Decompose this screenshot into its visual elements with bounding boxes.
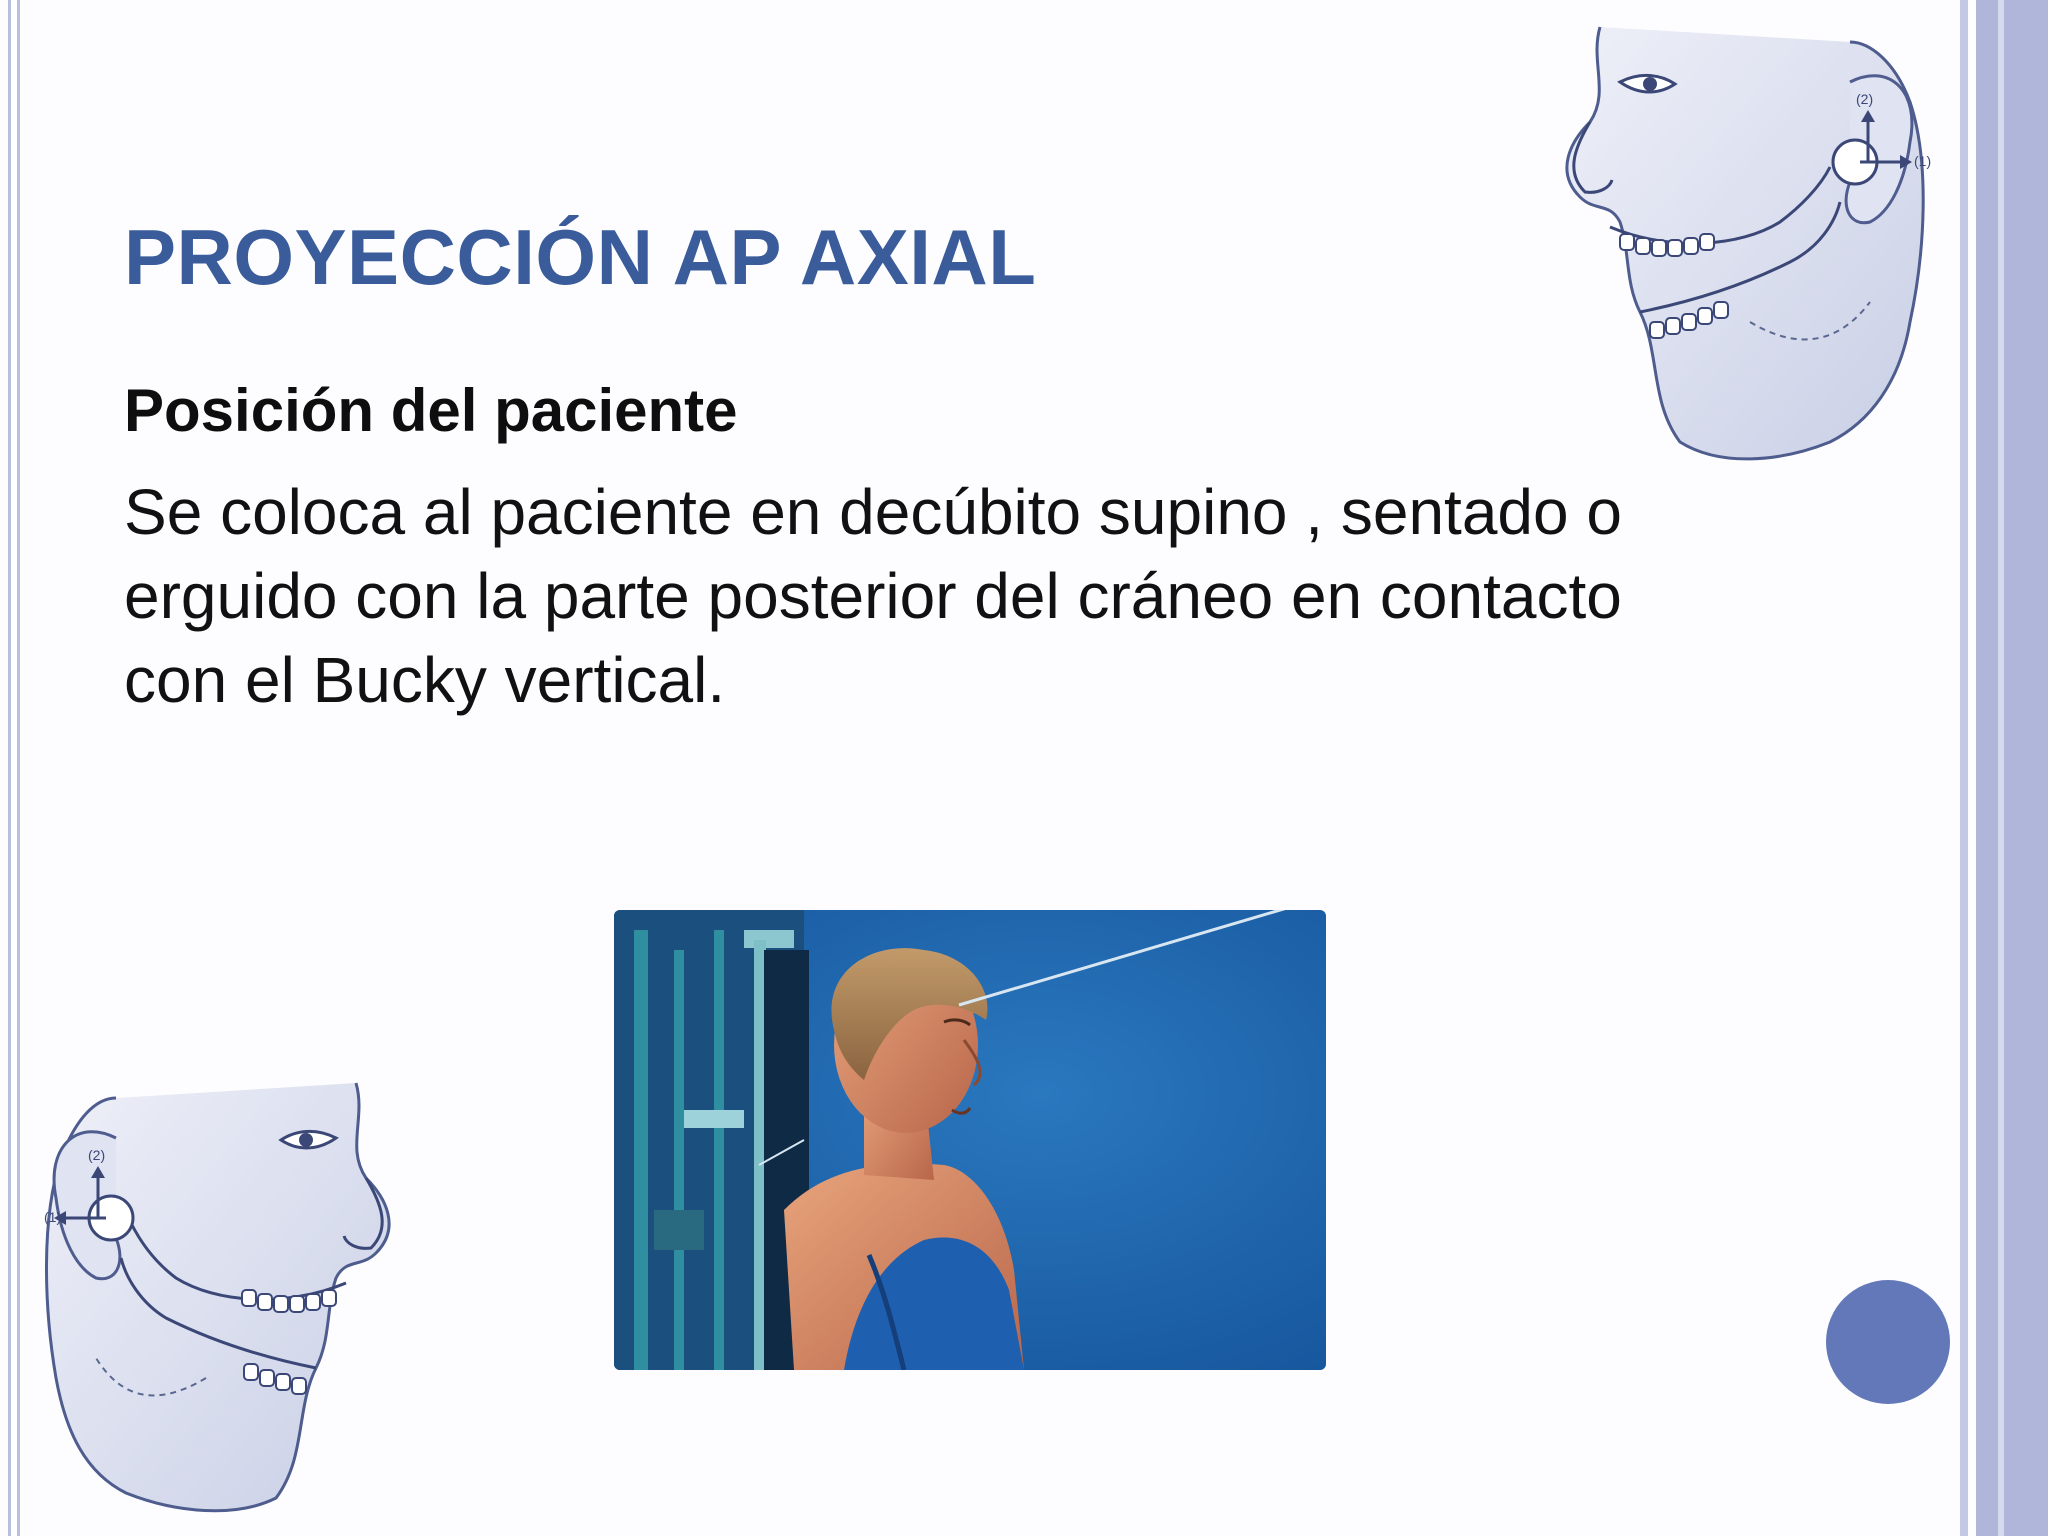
slide-title: PROYECCIÓN AP AXIAL [124,213,1037,301]
decorative-circle [1826,1280,1950,1404]
right-border-outer [1976,0,2048,1536]
svg-text:(2): (2) [88,1147,106,1163]
svg-text:(2): (2) [1856,91,1874,107]
skull-illustration-top-right [1550,22,1940,472]
svg-text:(1): (1) [44,1209,62,1225]
right-border-highlight [1998,0,2004,1536]
photo-image [614,910,1326,1370]
svg-text:(1): (1) [1914,153,1932,169]
body-paragraph: Se coloca al paciente en decúbito supino , sentado o erguido con la parte posterior del cráneo en contacto con el Bucky vertical. [124,476,1622,716]
skull-illustration-bottom-left [36,1078,406,1518]
left-border [8,0,20,1536]
patient-positioning-photo [614,910,1326,1370]
right-border-inner [1960,0,1968,1536]
section-heading: Posición del paciente [124,377,738,444]
